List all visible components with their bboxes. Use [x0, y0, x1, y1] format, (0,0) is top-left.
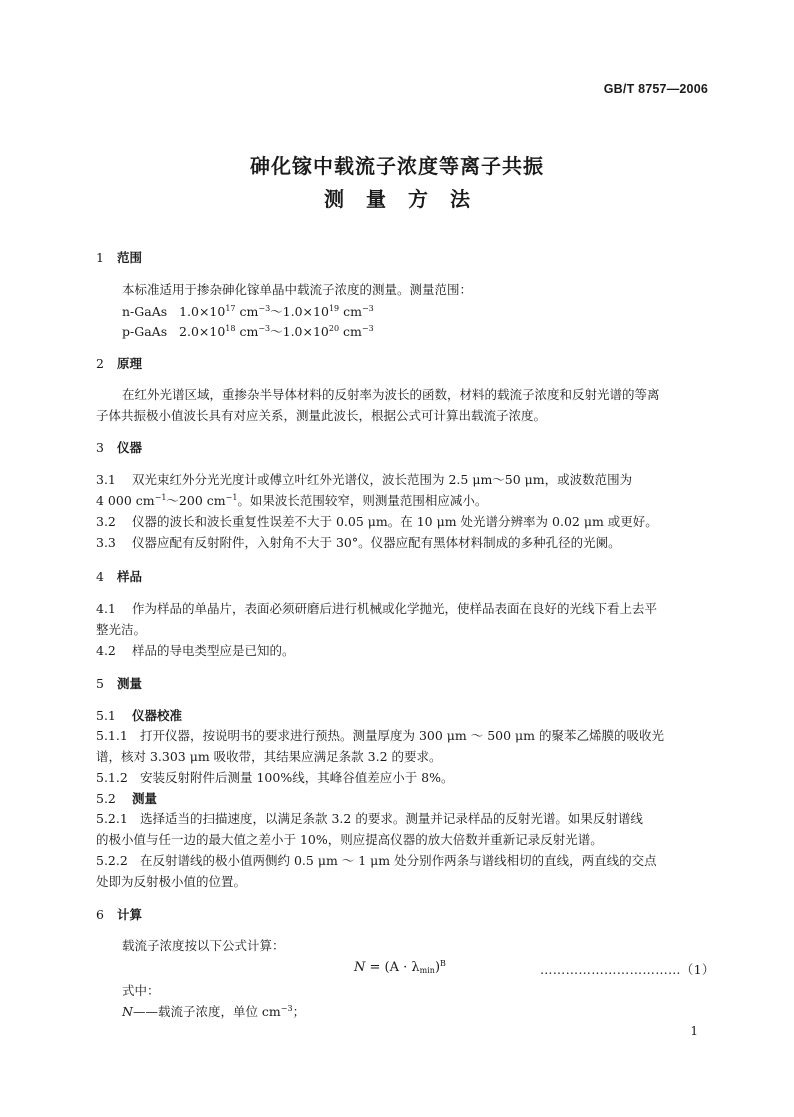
section-heading-4	[96, 568, 142, 586]
equation-number: ……………………………（1）	[540, 962, 715, 977]
section-title: 原理	[117, 356, 143, 371]
subheading-5-2: 5.2 测量	[96, 791, 158, 806]
section-number: 2	[96, 356, 104, 371]
section-title: 仪器	[117, 440, 143, 455]
section-number: 3	[96, 440, 104, 455]
clause-3-1: 3.1 双光束红外分光光度计或傅立叶红外光谱仪，波长范围为 2.5 μm～50 μm，或波数范围为	[96, 472, 633, 487]
section-heading-2	[96, 355, 142, 373]
section-heading-5	[96, 675, 142, 693]
clause-5-1-2: 5.1.2 安装反射附件后测量 100%线，其峰谷值差应小于 8%。	[96, 770, 454, 785]
section-title: 样品	[117, 569, 143, 584]
range-p-gaas: p-GaAs $2.0\times 10^{18}$ $cm^{-3}\sim 1.0\times 10^{20}$ $cm^{-3}$	[122, 324, 374, 339]
clause-4-2: 4.2 样品的导电类型应是已知的。	[96, 643, 295, 658]
section-title: 范围	[117, 250, 143, 265]
clause-4-1-cont: 整光洁。	[96, 622, 147, 637]
page-number: 1	[690, 1024, 698, 1038]
section-number: 4	[96, 569, 104, 584]
subheading-5-1: 5.1 仪器校准	[96, 708, 183, 723]
formula: $N = (A \cdot \lambda_{min})^B$	[354, 959, 446, 975]
clause-5-1-1-cont: 谱，核对 3.303 μm 吸收带，其结果应满足条款 3.2 的要求。	[96, 749, 442, 764]
paragraph: 子体共振极小值波长具有对应关系，测量此波长，根据公式可计算出载流子浓度。	[96, 408, 547, 423]
section-heading-6	[96, 906, 142, 924]
section-heading-3	[96, 439, 142, 457]
clause-5-2-1-cont: 的极小值与任一边的最大值之差小于 10%，则应提高仪器的放大倍数并重新记录反射光谱。	[96, 832, 603, 847]
section-title: 计算	[117, 907, 143, 922]
section-number: 1	[96, 250, 104, 265]
paragraph: 在红外光谱区域，重掺杂半导体材料的反射率为波长的函数，材料的载流子浓度和反射光谱的等离	[122, 387, 660, 402]
clause-5-2-2: 5.2.2 在反射谱线的极小值两侧约 0.5 μm ～ 1 μm 处分别作两条与谱线相切的直线，两直线的交点	[96, 853, 657, 868]
document-title-line2: 测量方法	[324, 187, 492, 211]
clause-3-1-cont: 4 000 $cm^{-1}\sim 200$ $cm^{-1}$。如果波长范围较窄，则测量范围相应减小。	[96, 493, 488, 508]
standard-number: GB/T 8757—2006	[603, 82, 708, 96]
section-number: 6	[96, 907, 104, 922]
clause-4-1: 4.1 作为样品的单晶片，表面必须研磨后进行机械或化学抛光，使样品表面在良好的光线下看上去平	[96, 601, 658, 616]
symbol-definition: N——载流子浓度，单位 $cm^{-3}$；	[122, 1004, 306, 1019]
clause-3-2: 3.2 仪器的波长和波长重复性误差不大于 0.05 μm。在 10 μm 处光谱分辨率为 0.02 μm 或更好。	[96, 514, 658, 529]
range-n-gaas: n-GaAs $1.0\times 10^{17}$ $cm^{-3}\sim 1.0\times 10^{19}$ $cm^{-3}$	[122, 304, 374, 319]
section-title: 测量	[117, 676, 143, 691]
where-label: 式中：	[122, 983, 160, 998]
clause-5-1-1: 5.1.1 打开仪器，按说明书的要求进行预热。测量厚度为 300 μm ～ 500 μm 的聚苯乙烯膜的吸收光	[96, 728, 665, 743]
clause-3-3: 3.3 仪器应配有反射附件，入射角不大于 30°。仪器应配有黑体材料制成的多种孔径的光阑。	[96, 535, 621, 550]
section-heading-1	[96, 249, 142, 267]
clause-5-2-2-cont: 处即为反射极小值的位置。	[96, 874, 247, 889]
paragraph: 本标准适用于掺杂砷化镓单晶中载流子浓度的测量。测量范围：	[122, 282, 473, 297]
section-number: 5	[96, 676, 104, 691]
document-title-line1: 砷化镓中载流子浓度等离子共振	[250, 154, 544, 178]
clause-5-2-1: 5.2.1 选择适当的扫描速度，以满足条款 3.2 的要求。测量并记录样品的反射光谱。如果反射谱线	[96, 811, 643, 826]
paragraph: 载流子浓度按以下公式计算：	[122, 938, 285, 953]
